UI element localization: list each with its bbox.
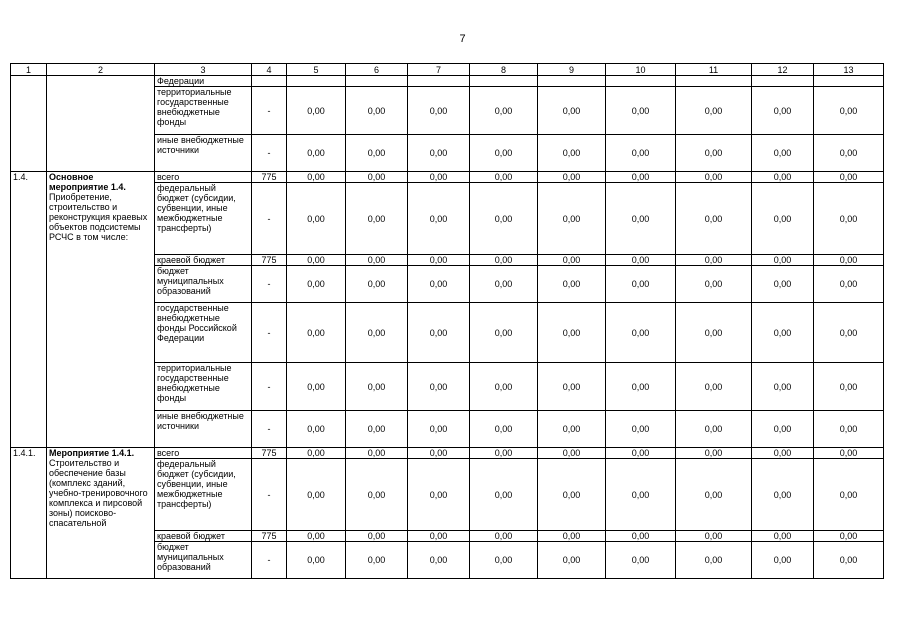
value-cell: 0,00 <box>287 303 346 363</box>
funding-source: федеральный бюджет (субсидии, субвенции, иные межбюджетные трансферты) <box>155 183 252 255</box>
value-cell: 0,00 <box>408 363 470 411</box>
value-cell: 0,00 <box>408 183 470 255</box>
value-cell <box>676 76 752 87</box>
value-cell <box>538 76 606 87</box>
value-cell: 0,00 <box>538 266 606 303</box>
value-cell: 0,00 <box>346 87 408 135</box>
value-cell: 0,00 <box>408 448 470 459</box>
column-header: 4 <box>252 64 287 76</box>
value-cell: 0,00 <box>676 172 752 183</box>
header-row <box>11 64 884 76</box>
funding-source: краевой бюджет <box>155 255 252 266</box>
table-row <box>11 448 884 459</box>
value-cell <box>814 76 884 87</box>
page-number: 7 <box>459 33 466 45</box>
item-title: Мероприятие 1.4.1. <box>49 448 135 458</box>
column-header: 1 <box>11 64 47 76</box>
value-cell: 0,00 <box>287 459 346 531</box>
item-description: Приобретение, строительство и реконструкция краевых объектов подсистемы РСЧС в том числе: <box>49 192 148 242</box>
funding-source: государственные внебюджетные фонды Российской Федерации <box>155 303 252 363</box>
value-cell: 0,00 <box>752 542 814 579</box>
item-name <box>47 448 155 579</box>
value-cell: 0,00 <box>814 531 884 542</box>
value-cell: 0,00 <box>408 303 470 363</box>
value-cell: 0,00 <box>287 183 346 255</box>
value-cell: 0,00 <box>752 303 814 363</box>
column-header: 5 <box>287 64 346 76</box>
kbk-code: 775 <box>252 531 287 542</box>
value-cell: 0,00 <box>814 363 884 411</box>
column-header: 2 <box>47 64 155 76</box>
funding-source: территориальные государственные внебюджетные фонды <box>155 87 252 135</box>
value-cell: 0,00 <box>676 363 752 411</box>
value-cell: 0,00 <box>676 303 752 363</box>
value-cell: 0,00 <box>676 255 752 266</box>
value-cell: 0,00 <box>470 87 538 135</box>
value-cell: 0,00 <box>538 542 606 579</box>
value-cell: 0,00 <box>538 255 606 266</box>
column-header: 12 <box>752 64 814 76</box>
value-cell: 0,00 <box>470 459 538 531</box>
value-cell <box>752 76 814 87</box>
value-cell: 0,00 <box>408 411 470 448</box>
item-name <box>47 76 155 172</box>
value-cell: 0,00 <box>470 135 538 172</box>
value-cell: 0,00 <box>538 448 606 459</box>
value-cell: 0,00 <box>606 448 676 459</box>
value-cell: 0,00 <box>346 459 408 531</box>
funding-source: федеральный бюджет (субсидии, субвенции, иные межбюджетные трансферты) <box>155 459 252 531</box>
value-cell: 0,00 <box>346 303 408 363</box>
value-cell: 0,00 <box>346 266 408 303</box>
value-cell: 0,00 <box>814 411 884 448</box>
value-cell: 0,00 <box>752 411 814 448</box>
value-cell: 0,00 <box>676 266 752 303</box>
value-cell: 0,00 <box>606 183 676 255</box>
item-name <box>47 172 155 448</box>
column-header: 11 <box>676 64 752 76</box>
value-cell: 0,00 <box>287 172 346 183</box>
value-cell: 0,00 <box>752 183 814 255</box>
value-cell: 0,00 <box>408 255 470 266</box>
funding-source: всего <box>155 172 252 183</box>
kbk-code <box>252 76 287 87</box>
value-cell: 0,00 <box>752 172 814 183</box>
value-cell: 0,00 <box>814 255 884 266</box>
value-cell: 0,00 <box>606 87 676 135</box>
value-cell: 0,00 <box>346 411 408 448</box>
value-cell: 0,00 <box>287 266 346 303</box>
value-cell: 0,00 <box>470 448 538 459</box>
table-row <box>11 76 884 87</box>
value-cell: 0,00 <box>676 411 752 448</box>
kbk-code: 775 <box>252 255 287 266</box>
value-cell: 0,00 <box>408 459 470 531</box>
value-cell: 0,00 <box>346 531 408 542</box>
value-cell: 0,00 <box>287 411 346 448</box>
value-cell: 0,00 <box>814 183 884 255</box>
budget-table <box>10 63 884 579</box>
value-cell: 0,00 <box>538 531 606 542</box>
value-cell: 0,00 <box>606 266 676 303</box>
value-cell: 0,00 <box>606 542 676 579</box>
value-cell: 0,00 <box>538 363 606 411</box>
value-cell: 0,00 <box>752 448 814 459</box>
value-cell: 0,00 <box>676 448 752 459</box>
kbk-code: - <box>252 183 287 255</box>
kbk-code: - <box>252 87 287 135</box>
item-title: Основное мероприятие 1.4. <box>49 172 126 192</box>
value-cell <box>606 76 676 87</box>
value-cell: 0,00 <box>676 87 752 135</box>
value-cell: 0,00 <box>287 542 346 579</box>
value-cell: 0,00 <box>606 303 676 363</box>
value-cell: 0,00 <box>408 531 470 542</box>
value-cell: 0,00 <box>814 135 884 172</box>
value-cell <box>470 76 538 87</box>
funding-source: иные внебюджетные источники <box>155 135 252 172</box>
value-cell: 0,00 <box>752 363 814 411</box>
value-cell: 0,00 <box>606 411 676 448</box>
value-cell: 0,00 <box>606 363 676 411</box>
value-cell: 0,00 <box>470 542 538 579</box>
column-header: 7 <box>408 64 470 76</box>
value-cell: 0,00 <box>676 459 752 531</box>
value-cell: 0,00 <box>606 135 676 172</box>
value-cell: 0,00 <box>287 531 346 542</box>
value-cell: 0,00 <box>676 531 752 542</box>
kbk-code: - <box>252 266 287 303</box>
funding-source: бюджет муниципальных образований <box>155 542 252 579</box>
value-cell: 0,00 <box>606 172 676 183</box>
item-description: Строительство и обеспечение базы (комплекс зданий, учебно-тренировочного комплекса и пирсовой зоны) поисково-спасательной <box>49 458 148 528</box>
item-code <box>11 76 47 172</box>
value-cell: 0,00 <box>408 542 470 579</box>
value-cell: 0,00 <box>538 183 606 255</box>
value-cell: 0,00 <box>752 135 814 172</box>
value-cell: 0,00 <box>814 542 884 579</box>
kbk-code: - <box>252 459 287 531</box>
value-cell: 0,00 <box>676 183 752 255</box>
value-cell: 0,00 <box>346 448 408 459</box>
kbk-code: - <box>252 363 287 411</box>
kbk-code: - <box>252 135 287 172</box>
value-cell: 0,00 <box>408 135 470 172</box>
value-cell: 0,00 <box>814 266 884 303</box>
value-cell: 0,00 <box>538 172 606 183</box>
value-cell: 0,00 <box>606 531 676 542</box>
value-cell: 0,00 <box>408 172 470 183</box>
column-header: 13 <box>814 64 884 76</box>
item-code: 1.4.1. <box>11 448 47 579</box>
value-cell: 0,00 <box>287 135 346 172</box>
column-header: 10 <box>606 64 676 76</box>
value-cell: 0,00 <box>470 411 538 448</box>
funding-source: территориальные государственные внебюджетные фонды <box>155 363 252 411</box>
value-cell: 0,00 <box>408 266 470 303</box>
kbk-code: - <box>252 303 287 363</box>
value-cell: 0,00 <box>470 255 538 266</box>
value-cell: 0,00 <box>752 266 814 303</box>
value-cell: 0,00 <box>470 363 538 411</box>
funding-source: краевой бюджет <box>155 531 252 542</box>
column-header: 6 <box>346 64 408 76</box>
value-cell: 0,00 <box>752 531 814 542</box>
table-row <box>11 172 884 183</box>
value-cell: 0,00 <box>408 87 470 135</box>
value-cell: 0,00 <box>752 87 814 135</box>
value-cell: 0,00 <box>676 135 752 172</box>
value-cell: 0,00 <box>752 255 814 266</box>
value-cell: 0,00 <box>346 172 408 183</box>
value-cell: 0,00 <box>346 363 408 411</box>
kbk-code: 775 <box>252 172 287 183</box>
value-cell: 0,00 <box>538 87 606 135</box>
value-cell: 0,00 <box>470 183 538 255</box>
value-cell: 0,00 <box>814 87 884 135</box>
funding-source: бюджет муниципальных образований <box>155 266 252 303</box>
value-cell: 0,00 <box>538 411 606 448</box>
kbk-code: - <box>252 542 287 579</box>
value-cell: 0,00 <box>538 303 606 363</box>
value-cell: 0,00 <box>346 542 408 579</box>
funding-source: иные внебюджетные источники <box>155 411 252 448</box>
value-cell: 0,00 <box>287 87 346 135</box>
value-cell: 0,00 <box>287 448 346 459</box>
value-cell: 0,00 <box>538 135 606 172</box>
value-cell: 0,00 <box>814 459 884 531</box>
value-cell: 0,00 <box>470 266 538 303</box>
value-cell: 0,00 <box>814 172 884 183</box>
value-cell: 0,00 <box>346 255 408 266</box>
kbk-code: - <box>252 411 287 448</box>
value-cell: 0,00 <box>606 255 676 266</box>
funding-source: всего <box>155 448 252 459</box>
value-cell: 0,00 <box>287 363 346 411</box>
value-cell: 0,00 <box>676 542 752 579</box>
value-cell: 0,00 <box>752 459 814 531</box>
value-cell: 0,00 <box>346 183 408 255</box>
value-cell <box>408 76 470 87</box>
value-cell: 0,00 <box>814 448 884 459</box>
value-cell: 0,00 <box>538 459 606 531</box>
value-cell <box>346 76 408 87</box>
column-header: 3 <box>155 64 252 76</box>
item-code: 1.4. <box>11 172 47 448</box>
value-cell: 0,00 <box>606 459 676 531</box>
value-cell: 0,00 <box>470 172 538 183</box>
funding-source: Федерации <box>155 76 252 87</box>
kbk-code: 775 <box>252 448 287 459</box>
value-cell: 0,00 <box>470 303 538 363</box>
value-cell: 0,00 <box>346 135 408 172</box>
value-cell: 0,00 <box>814 303 884 363</box>
value-cell: 0,00 <box>287 255 346 266</box>
value-cell <box>287 76 346 87</box>
column-header: 9 <box>538 64 606 76</box>
value-cell: 0,00 <box>470 531 538 542</box>
column-header: 8 <box>470 64 538 76</box>
